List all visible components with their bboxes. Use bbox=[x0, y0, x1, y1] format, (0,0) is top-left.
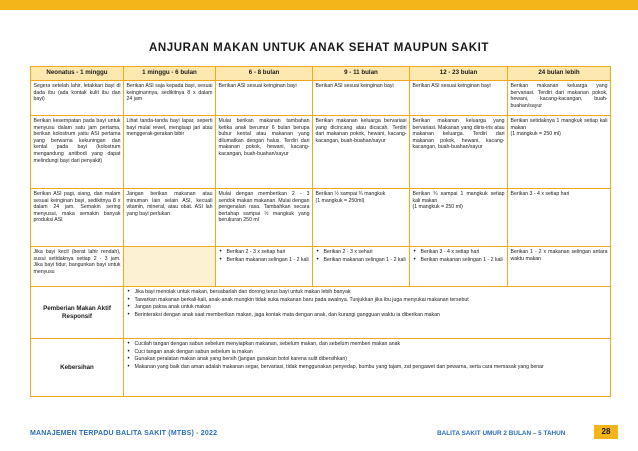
list-item: • Gunakan peralatan makan anak yang bersih (jangan gunakan botol karena sulit dibersihkan) bbox=[135, 356, 608, 363]
table-cell: Berikan makanan keluarga yang bervariasi. Terdiri dari makanan pokok, hewani, kacang-kacangan, buah-buahan/sayur bbox=[508, 81, 611, 116]
top-accent-bar bbox=[0, 0, 638, 10]
table-row bbox=[31, 189, 611, 247]
table-cell: Berikan 3 - 4 x setiap hari bbox=[508, 189, 611, 247]
header-6-8-bulan: 6 - 8 bulan bbox=[216, 67, 313, 81]
table-cell: Berikan kesempatan pada bayi untuk menyusu dalam satu jam pertama, berikan kolostrum yaitu ASI pertama yang berwarna kekuningan dan kental pada bayi (kolostrum mengandung antibodi yang dapat melindungi bayi dari penyakit) bbox=[31, 116, 124, 189]
list-item: • Berikan makanan selingan 1 - 2 kali bbox=[421, 257, 505, 264]
table-cell: Berikan ASI saja kepada bayi, sesuai keinginannya, sedikitnya 8 x dalam 24 jam bbox=[124, 81, 216, 116]
table-cell: Segera setelah lahir, letakkan bayi di dada ibu (ada kontak kulit ibu dan bayi) bbox=[31, 81, 124, 116]
table-row bbox=[31, 339, 611, 397]
table-cell: Berikan ASI pagi, siang, dan malam sesuai keinginan bayi, sedikitnya 8 x dalam 24 jam. Semakin sering menyusui, maka semakin banyak produksi ASI bbox=[31, 189, 124, 247]
feeding-recommendation-table bbox=[30, 66, 611, 397]
table-cell: Berikan ASI sesuai keinginan bayi bbox=[410, 81, 508, 116]
header-24-bulan-lebih: 24 bulan lebih bbox=[508, 67, 611, 81]
kebersihan-content bbox=[124, 339, 611, 397]
table-cell bbox=[313, 247, 410, 287]
table-cell: Berikan setidaknya 1 mangkuk setiap kali makan (1 mangkuk = 250 ml) bbox=[508, 116, 611, 189]
table-cell: Berikan ¾ sampai 1 mangkuk setiap kali makan (1 mangkuk = 250 ml) bbox=[410, 189, 508, 247]
table-row bbox=[31, 247, 611, 287]
header-1-minggu-6-bulan: 1 minggu - 6 bulan bbox=[124, 67, 216, 81]
list-item: • Makanan yang baik dan aman adalah makanan segar, bervariasi, tidak menggunakan penyedap, bumbu yang tajam, zat pengawet dan pewarna, serta cara memasak yang benar bbox=[135, 364, 608, 371]
table-header-row bbox=[31, 67, 611, 81]
table-cell: Berikan makanan keluarga bervariasi yang dicincang atau dicacah. Terdiri dari makanan pokok, hewani, kacang-kacangan, buah-buahan/sayur bbox=[313, 116, 410, 189]
table-cell: Berikan ASI sesuai keinginan bayi bbox=[216, 81, 313, 116]
table-row bbox=[31, 116, 611, 189]
pemberian-makan-label: Pemberian Makan Aktif Responsif bbox=[31, 287, 124, 339]
table-cell: Mulai dengan memberikan 2 - 3 sendok makan makanan. Mulai dengan pengenalan rasa. Tambahkan secara bertahap sampai ½ mangkuk yang berukuran 250 ml bbox=[216, 189, 313, 247]
bullet-list bbox=[413, 249, 505, 263]
list-item: • Jangan paksa anak untuk makan bbox=[135, 304, 608, 311]
page-number: 28 bbox=[594, 425, 618, 439]
table-cell: Jangan berikan makanan atau minuman lain selain ASI, kecuali vitamin, mineral, atau obat. ASI lah yang bayi perlukan bbox=[124, 189, 216, 247]
list-item: • Berikan 3 - 4 x setiap hari bbox=[421, 249, 505, 256]
header-12-23-bulan: 12 - 23 bulan bbox=[410, 67, 508, 81]
table-cell: Berikan makanan keluarga yang bervariasi. Makanan yang diiris-iris atau makanan keluarga. Terdiri dari makanan pokok, hewani, kacang-kacangan, buah-buahan/sayur bbox=[410, 116, 508, 189]
table-cell bbox=[216, 247, 313, 287]
table-cell-empty bbox=[124, 247, 216, 287]
bullet-list bbox=[127, 341, 608, 370]
bullet-list bbox=[316, 249, 407, 263]
pemberian-makan-content bbox=[124, 287, 611, 339]
list-item: • Cuci tangan anak dengan sabun sebelum ia makan bbox=[135, 349, 608, 356]
table-row bbox=[31, 81, 611, 116]
list-item: • Jika bayi menolak untuk makan, bersabarlah dan dorong terus bayi untuk makan lebih banyak bbox=[135, 289, 608, 296]
table-cell: Berikan ½ sampai ¾ mangkuk (1 mangkuk = 250ml) bbox=[313, 189, 410, 247]
table-cell: Lihat tanda-tanda bayi lapar, seperti bayi mulai rewel, mengisap jari atau menggerak-gerakan bibir bbox=[124, 116, 216, 189]
bullet-list bbox=[127, 289, 608, 318]
list-item: • Berinteraksi dengan anak saat memberikan makan, jaga kontak mata dengan anak, dan kurangi gangguan waktu ia diberikan makan bbox=[135, 312, 608, 319]
footer-section-title: BALITA SAKIT UMUR 2 BULAN – 5 TAHUN bbox=[437, 430, 566, 437]
table-cell bbox=[410, 247, 508, 287]
list-item: • Berikan makanan selingan 1 - 2 kali bbox=[324, 257, 407, 264]
list-item: • Berikan makanan selingan 1 - 2 kali bbox=[227, 257, 310, 264]
list-item: • Tawarkan makanan berkali-kali, anak-anak mungkin tidak suka makanan baru pada awalnya. Tunjukkan jika ibu juga menyukai makanan tersebut bbox=[135, 297, 608, 304]
list-item: • Cucilah tangan dengan sabun sebelum menyiapkan makanan, sebelum makan, dan sebelum memberi makan anak bbox=[135, 341, 608, 348]
bullet-list bbox=[219, 249, 310, 263]
list-item: • Berikan 2 - 3 x setiap hari bbox=[227, 249, 310, 256]
header-9-11-bulan: 9 - 11 bulan bbox=[313, 67, 410, 81]
list-item: • Berikan 2 - 3 x sehari bbox=[324, 249, 407, 256]
page-title: ANJURAN MAKAN UNTUK ANAK SEHAT MAUPUN SAKIT bbox=[148, 42, 490, 54]
footer-document-title: MANAJEMEN TERPADU BALITA SAKIT (MTBS) - 2022 bbox=[30, 430, 218, 437]
table-cell: Berikan 1 - 2 x makanan selingan antara waktu makan bbox=[508, 247, 611, 287]
table-cell: Jika bayi kecil (berat lahir rendah), susui setidaknya setiap 2 - 3 jam. Jika bayi tidur, bangunkan bayi untuk menyusu bbox=[31, 247, 124, 287]
table-cell: Mulai berikan makanan tambahan ketika anak berumur 6 bulan berupa bubur kental atau makanan yang dilumatkan dengan halus. Terdiri dari makanan pokok, hewani, kacang-kacangan, buah-buahan/sayur bbox=[216, 116, 313, 189]
table-cell: Berikan ASI sesuai keinginan bayi bbox=[313, 81, 410, 116]
header-neonatus: Neonatus - 1 minggu bbox=[31, 67, 124, 81]
kebersihan-label: Kebersihan bbox=[31, 339, 124, 397]
table-row bbox=[31, 287, 611, 339]
